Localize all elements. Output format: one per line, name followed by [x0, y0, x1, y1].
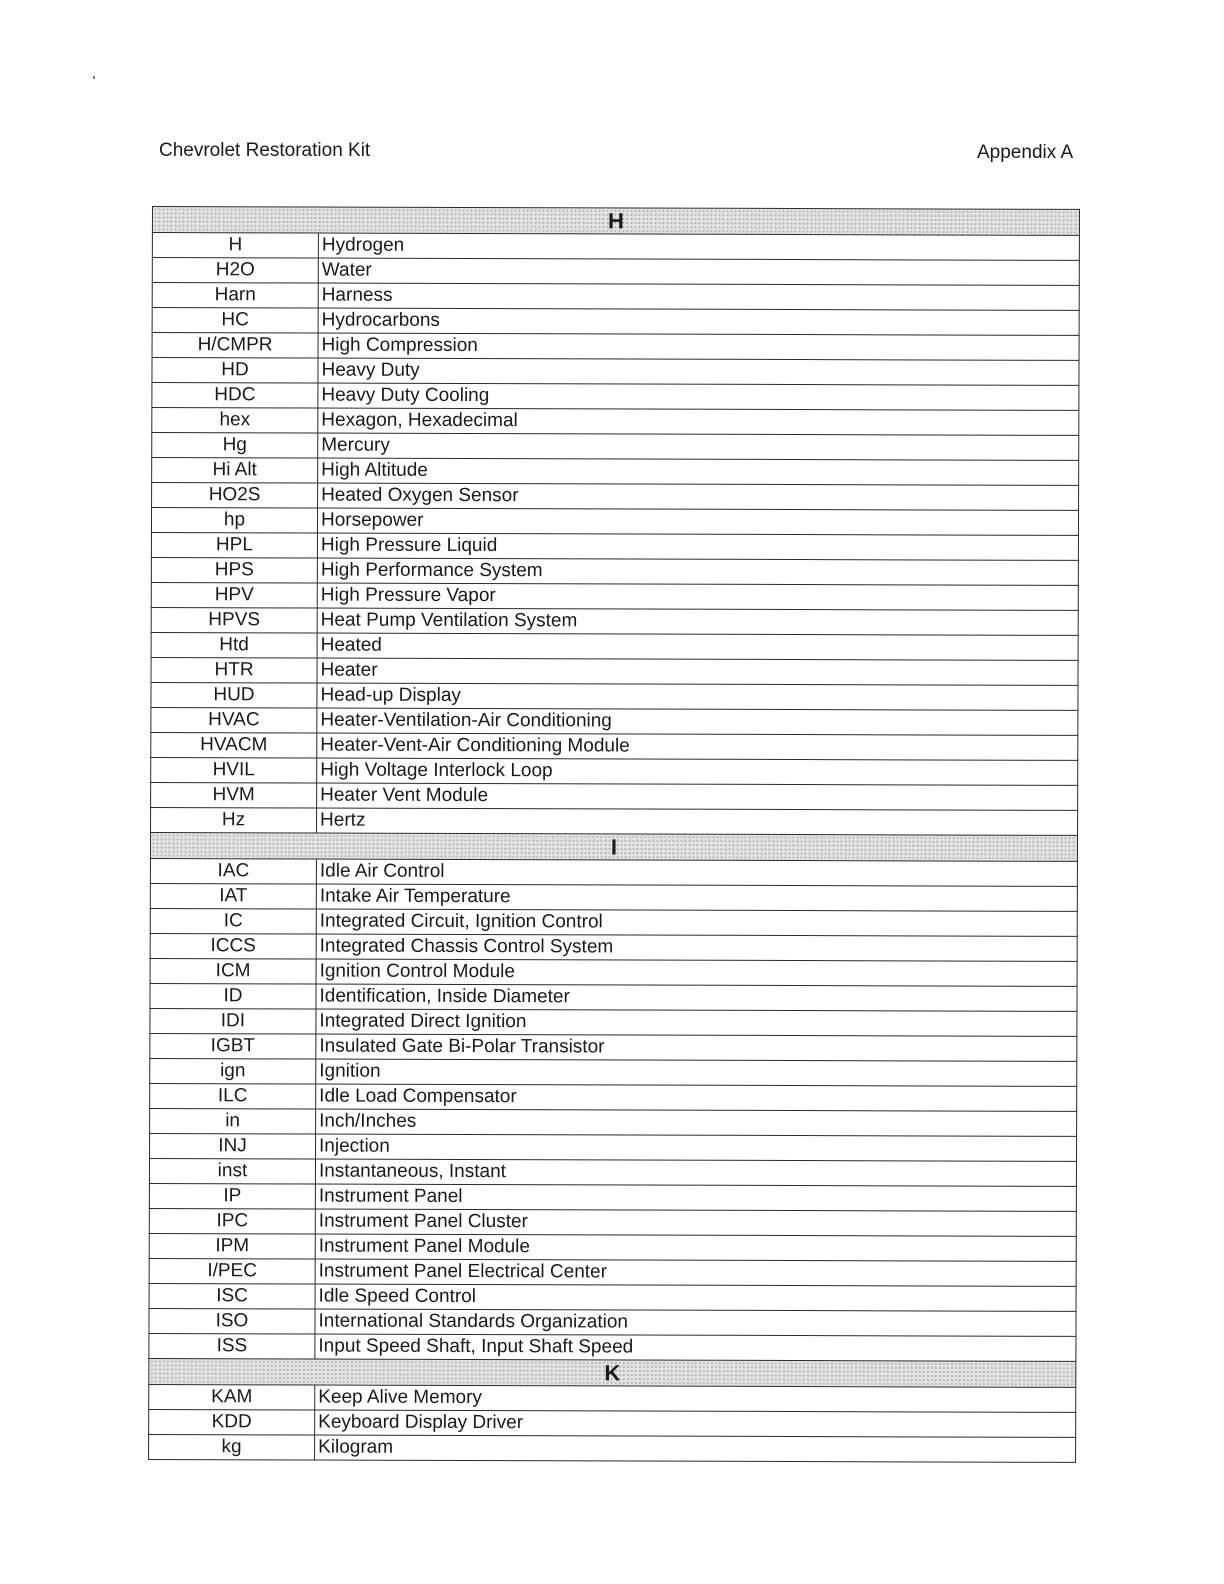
abbreviations-table — [148, 206, 1080, 1463]
table-row — [150, 958, 1077, 986]
abbreviation-cell: HUD — [151, 682, 317, 708]
table-row — [150, 1058, 1077, 1086]
abbreviation-cell: hp — [151, 508, 317, 534]
section-letter: I — [610, 833, 618, 859]
abbreviation-cell: IC — [150, 908, 316, 934]
meaning-cell: Instrument Panel — [315, 1184, 1076, 1211]
abbreviation-cell: H — [152, 233, 318, 259]
abbreviation-cell: HDC — [152, 383, 318, 409]
table-row — [152, 433, 1079, 461]
abbreviations-table-body — [149, 207, 1080, 1463]
abbreviation-cell: IAC — [150, 858, 316, 884]
table-row — [152, 358, 1079, 386]
table-row — [149, 1283, 1076, 1311]
table-row — [149, 1384, 1076, 1412]
abbreviation-cell: HPV — [151, 582, 317, 608]
meaning-cell: Idle Speed Control — [315, 1284, 1076, 1311]
table-row — [152, 283, 1079, 311]
table-row — [150, 1033, 1077, 1061]
abbreviation-cell: HVIL — [151, 757, 317, 783]
abbreviation-cell: ICCS — [150, 933, 316, 959]
section-header-row — [149, 1358, 1076, 1387]
meaning-cell: Heated — [317, 633, 1078, 660]
abbreviation-cell: H2O — [152, 258, 318, 284]
table-row — [151, 532, 1078, 560]
table-row — [150, 933, 1077, 961]
abbreviation-cell: I/PEC — [149, 1258, 315, 1284]
abbreviation-cell: ILC — [150, 1083, 316, 1109]
abbreviation-cell: HVACM — [151, 732, 317, 758]
meaning-cell: Instantaneous, Instant — [315, 1159, 1076, 1186]
abbreviation-cell: Hz — [151, 807, 317, 833]
meaning-cell: Integrated Circuit, Ignition Control — [316, 909, 1077, 936]
meaning-cell: Insulated Gate Bi-Polar Transistor — [316, 1034, 1077, 1061]
meaning-cell: High Pressure Vapor — [317, 583, 1078, 610]
meaning-cell: Integrated Direct Ignition — [316, 1009, 1077, 1036]
meaning-cell: Heater — [317, 658, 1078, 685]
abbreviation-cell: Hi Alt — [152, 458, 318, 484]
table-row — [151, 732, 1078, 760]
abbreviation-cell: HTR — [151, 657, 317, 683]
table-row — [149, 1308, 1076, 1336]
abbreviation-cell: HD — [152, 358, 318, 384]
table-row — [151, 757, 1078, 785]
meaning-cell: Harness — [318, 283, 1079, 310]
abbreviation-cell: IGBT — [150, 1033, 316, 1059]
meaning-cell: Idle Load Compensator — [316, 1084, 1077, 1111]
meaning-cell: Heater Vent Module — [317, 783, 1078, 810]
abbreviation-cell: IPC — [149, 1208, 315, 1234]
meaning-cell: Integrated Chassis Control System — [316, 934, 1077, 961]
abbreviation-cell: HO2S — [152, 483, 318, 509]
table-row — [151, 582, 1078, 610]
meaning-cell: Keep Alive Memory — [315, 1385, 1076, 1412]
table-row — [151, 782, 1078, 810]
table-row — [152, 408, 1079, 436]
table-row — [152, 333, 1079, 361]
table-row — [152, 233, 1079, 261]
meaning-cell: Instrument Panel Cluster — [315, 1209, 1076, 1236]
table-row — [152, 383, 1079, 411]
section-header-row — [150, 832, 1077, 861]
abbreviation-cell: Harn — [152, 283, 318, 309]
meaning-cell: Ignition — [316, 1059, 1077, 1086]
meaning-cell: Heat Pump Ventilation System — [317, 608, 1078, 635]
section-letter: K — [604, 1359, 621, 1385]
scan-speck — [93, 76, 95, 79]
table-row — [151, 508, 1078, 536]
meaning-cell: Water — [318, 258, 1079, 285]
abbreviation-cell: KDD — [149, 1409, 315, 1435]
meaning-cell: Heated Oxygen Sensor — [318, 483, 1079, 510]
meaning-cell: Horsepower — [317, 508, 1078, 535]
section-header-cell — [152, 207, 1079, 236]
table-row — [149, 1158, 1076, 1186]
table-row — [152, 258, 1079, 286]
table-row — [149, 1434, 1076, 1462]
section-header-cell — [150, 832, 1077, 861]
meaning-cell: Idle Air Control — [316, 859, 1077, 886]
meaning-cell: Kilogram — [315, 1435, 1076, 1462]
table-row — [150, 1108, 1077, 1136]
abbreviation-cell: KAM — [149, 1384, 315, 1410]
abbreviation-cell: IP — [149, 1183, 315, 1209]
table-row — [149, 1183, 1076, 1211]
abbreviation-cell: ISS — [149, 1333, 315, 1359]
abbreviation-cell: HC — [152, 308, 318, 334]
abbreviation-cell: IPM — [149, 1233, 315, 1259]
meaning-cell: Input Speed Shaft, Input Shaft Speed — [315, 1334, 1076, 1361]
abbreviation-cell: hex — [152, 408, 318, 434]
abbreviation-cell: ICM — [150, 958, 316, 984]
table-row — [150, 883, 1077, 911]
meaning-cell: Heater-Ventilation-Air Conditioning — [317, 708, 1078, 735]
meaning-cell: Ignition Control Module — [316, 959, 1077, 986]
meaning-cell: Injection — [316, 1134, 1077, 1161]
abbreviation-cell: in — [150, 1108, 316, 1134]
table-row — [150, 858, 1077, 886]
table-row — [149, 1208, 1076, 1236]
section-header-cell — [149, 1358, 1076, 1387]
table-row — [149, 1258, 1076, 1286]
abbreviation-cell: inst — [149, 1158, 315, 1184]
meaning-cell: Heavy Duty — [318, 358, 1079, 385]
table-row — [150, 1008, 1077, 1036]
meaning-cell: High Pressure Liquid — [317, 533, 1078, 560]
meaning-cell: Mercury — [318, 433, 1079, 460]
abbreviation-cell: HVAC — [151, 707, 317, 733]
meaning-cell: Instrument Panel Module — [315, 1234, 1076, 1261]
abbreviation-cell: HPS — [151, 557, 317, 583]
abbreviation-cell: ign — [150, 1058, 316, 1084]
table-row — [151, 657, 1078, 685]
abbreviation-cell: ISO — [149, 1308, 315, 1334]
meaning-cell: Heavy Duty Cooling — [318, 383, 1079, 410]
meaning-cell: Hexagon, Hexadecimal — [318, 408, 1079, 435]
abbreviation-cell: IDI — [150, 1008, 316, 1034]
table-row — [151, 607, 1078, 635]
table-row — [150, 1083, 1077, 1111]
meaning-cell: Identification, Inside Diameter — [316, 984, 1077, 1011]
table-row — [149, 1233, 1076, 1261]
meaning-cell: High Compression — [318, 333, 1079, 360]
meaning-cell: Intake Air Temperature — [316, 884, 1077, 911]
abbreviation-cell: IAT — [150, 883, 316, 909]
table-row — [151, 632, 1078, 660]
table-row — [152, 458, 1079, 486]
table-row — [150, 908, 1077, 936]
section-letter: H — [607, 207, 624, 233]
table-row — [152, 308, 1079, 336]
abbreviation-cell: ID — [150, 983, 316, 1009]
meaning-cell: Inch/Inches — [316, 1109, 1077, 1136]
abbreviation-cell: Htd — [151, 632, 317, 658]
meaning-cell: Instrument Panel Electrical Center — [315, 1259, 1076, 1286]
meaning-cell: Keyboard Display Driver — [315, 1410, 1076, 1437]
meaning-cell: Head-up Display — [317, 683, 1078, 710]
appendix-label: Appendix A — [977, 142, 1074, 163]
meaning-cell: Heater-Vent-Air Conditioning Module — [317, 733, 1078, 760]
table-row — [151, 557, 1078, 585]
meaning-cell: High Altitude — [318, 458, 1079, 485]
meaning-cell: High Voltage Interlock Loop — [317, 758, 1078, 785]
abbreviation-cell: kg — [149, 1434, 315, 1460]
meaning-cell: International Standards Organization — [315, 1309, 1076, 1336]
abbreviation-cell: HVM — [151, 782, 317, 808]
section-header-row — [152, 207, 1079, 236]
table-row — [151, 682, 1078, 710]
table-row — [149, 1409, 1076, 1437]
meaning-cell: Hydrocarbons — [318, 308, 1079, 335]
abbreviation-cell: HPVS — [151, 607, 317, 633]
meaning-cell: High Performance System — [317, 558, 1078, 585]
abbreviation-cell: Hg — [152, 433, 318, 459]
abbreviation-cell: ISC — [149, 1283, 315, 1309]
table-row — [151, 707, 1078, 735]
table-row — [151, 807, 1078, 835]
table-row — [149, 1333, 1076, 1361]
table-row — [150, 983, 1077, 1011]
table-row — [152, 483, 1079, 511]
meaning-cell: Hertz — [317, 808, 1078, 835]
document-title: Chevrolet Restoration Kit — [159, 140, 371, 161]
abbreviation-cell: H/CMPR — [152, 333, 318, 359]
meaning-cell: Hydrogen — [318, 233, 1079, 260]
abbreviation-cell: HPL — [151, 532, 317, 558]
abbreviation-cell: INJ — [150, 1133, 316, 1159]
table-row — [150, 1133, 1077, 1161]
